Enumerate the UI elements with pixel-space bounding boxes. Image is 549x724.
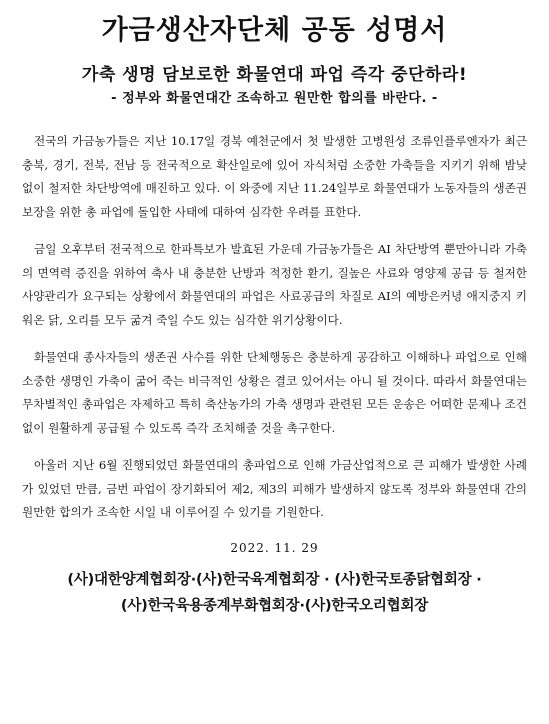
document-subheadline: - 정부와 화물연대간 조속하고 원만한 합의를 바란다. -: [111, 91, 438, 106]
signatories: [22, 567, 527, 619]
body-paragraph: 화물연대 종사자들의 생존권 사수를 위한 단체행동은 충분하게 공감하고 이해하나 파업으로 인해 소중한 생명인 가축이 굶어 죽는 비극적인 상황은 결코 있어서는 아니 될 것이다. 따라서 화물연대는 무차별적인 총파업은 자제하고 특히 축산농가의 가축 생명과 관련된 모든 운송은 어떠한 문제나 조건없이 원활하게 공급될 수 있도록 즉각 조치해줄 것을 촉구한다.: [22, 350, 527, 435]
signatories-line-2: (사)한국육용종계부화협회장·(사)한국오리협회장: [120, 597, 429, 614]
document-body: [22, 130, 527, 525]
body-paragraph: 금일 오후부터 전국적으로 한파특보가 발효된 가운데 가금농가들은 AI 차단방역 뿐만아니라 가축의 면역력 증진을 위하여 축사 내 충분한 난방과 적정한 환기, 질높은 사료와 영양제 공급 등 철저한 사양관리가 요구되는 상황에서 화물연대의 파업은 사료공급의 차질로 AI의 예방은커녕 애지중지 키워온 닭, 오리를 모두 굶겨 죽일 수도 있는 심각한 위기상황이다.: [22, 242, 527, 327]
body-paragraph: 전국의 가금농가들은 지난 10.17일 경북 예천군에서 첫 발생한 고병원성 조류인플루엔자가 최근 충북, 경기, 전북, 전남 등 전국적으로 확산일로에 있어 자식처럼 소중한 가축들을 지키기 위해 밤낮없이 철저한 차단방역에 매진하고 있다. 이 와중에 지난 11.24일부로 화물연대가 노동자들의 생존권 보장을 위한 총 파업에 돌입한 사태에 대하여 심각한 우려를 표한다.: [22, 134, 527, 219]
body-paragraph: 아울러 지난 6월 진행되었던 화물연대의 총파업으로 인해 가금산업적으로 큰 피해가 발생한 사례가 있었던 만큼, 금번 파업이 장기화되어 제2, 제3의 피해가 발생하지 않도록 정부와 화물연대 간의 원만한 합의가 조속한 시일 내 이루어질 수 있기를 기원한다.: [22, 458, 527, 519]
document-headline: 가축 생명 담보로한 화물연대 파업 즉각 중단하라!: [81, 65, 468, 85]
document-date: 2022. 11. 29: [230, 540, 319, 555]
document-title: 가금생산자단체 공동 성명서: [101, 15, 448, 46]
signatories-line-1: (사)대한양계협회장·(사)한국육계협회장 · (사)한국토종닭협회장 ·: [67, 571, 482, 588]
